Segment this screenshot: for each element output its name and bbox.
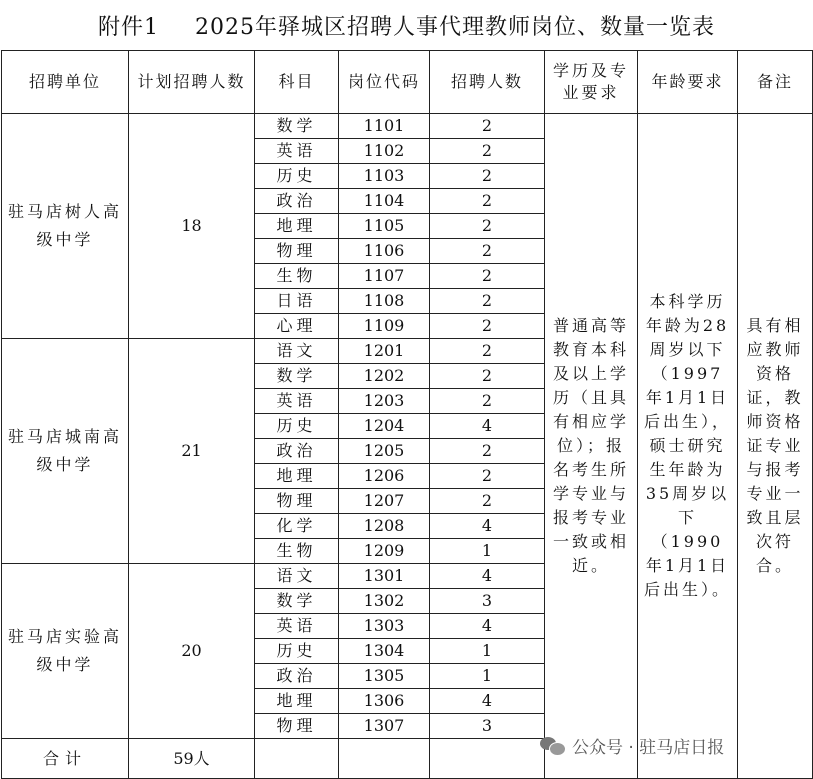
- age-requirement-cell: 本科学历年龄为28周岁以下（1997年1月1日后出生），硕士研究生年龄为35周岁以下（1990年1月1日后出生）。: [638, 114, 738, 779]
- code-cell: 1202: [339, 364, 430, 389]
- count-cell: 4: [430, 414, 545, 439]
- count-cell: 2: [430, 189, 545, 214]
- code-cell: 1207: [339, 489, 430, 514]
- unit-name-cell: 驻马店树人高级中学: [2, 114, 129, 339]
- subject-cell: 数学: [255, 364, 339, 389]
- count-cell: 2: [430, 339, 545, 364]
- recruitment-table: [1, 50, 813, 779]
- count-cell: 2: [430, 464, 545, 489]
- code-cell: 1303: [339, 614, 430, 639]
- empty-cell: [255, 739, 339, 779]
- code-cell: 1105: [339, 214, 430, 239]
- subject-cell: 语文: [255, 564, 339, 589]
- code-cell: 1209: [339, 539, 430, 564]
- planned-count-cell: 21: [129, 339, 255, 564]
- wechat-icon: [540, 735, 566, 757]
- count-cell: 1: [430, 539, 545, 564]
- subject-cell: 历史: [255, 414, 339, 439]
- subject-cell: 数学: [255, 114, 339, 139]
- code-cell: 1302: [339, 589, 430, 614]
- note-cell: 具有相应教师资格证，教师资格证专业与报考专业一致且层次符合。: [738, 114, 813, 779]
- subject-cell: 日语: [255, 289, 339, 314]
- subject-cell: 政治: [255, 664, 339, 689]
- count-cell: 2: [430, 439, 545, 464]
- empty-cell: [430, 739, 545, 779]
- code-cell: 1201: [339, 339, 430, 364]
- code-cell: 1109: [339, 314, 430, 339]
- count-cell: 2: [430, 389, 545, 414]
- count-cell: 2: [430, 239, 545, 264]
- subject-cell: 语文: [255, 339, 339, 364]
- subject-cell: 物理: [255, 239, 339, 264]
- code-cell: 1108: [339, 289, 430, 314]
- empty-cell: [339, 739, 430, 779]
- total-value: 59人: [129, 739, 255, 779]
- subject-cell: 英语: [255, 389, 339, 414]
- subject-cell: 物理: [255, 714, 339, 739]
- subject-cell: 政治: [255, 189, 339, 214]
- subject-cell: 心理: [255, 314, 339, 339]
- count-cell: 2: [430, 164, 545, 189]
- count-cell: 4: [430, 514, 545, 539]
- code-cell: 1307: [339, 714, 430, 739]
- header-planned: 计划招聘人数: [129, 51, 255, 114]
- count-cell: 2: [430, 264, 545, 289]
- watermark-text: 公众号 · 驻马店日报: [572, 738, 725, 758]
- count-cell: 4: [430, 564, 545, 589]
- code-cell: 1304: [339, 639, 430, 664]
- total-label: 合计: [2, 739, 129, 779]
- header-note: 备注: [738, 51, 813, 114]
- planned-count-cell: 20: [129, 564, 255, 739]
- header-age: 年龄要求: [638, 51, 738, 114]
- subject-cell: 地理: [255, 689, 339, 714]
- count-cell: 2: [430, 314, 545, 339]
- unit-name-cell: 驻马店城南高级中学: [2, 339, 129, 564]
- count-cell: 2: [430, 364, 545, 389]
- header-code: 岗位代码: [339, 51, 430, 114]
- subject-cell: 英语: [255, 139, 339, 164]
- count-cell: 1: [430, 639, 545, 664]
- header-unit: 招聘单位: [2, 51, 129, 114]
- table-title: 2025年驿城区招聘人事代理教师岗位、数量一览表: [195, 14, 715, 40]
- subject-cell: 政治: [255, 439, 339, 464]
- subject-cell: 地理: [255, 464, 339, 489]
- code-cell: 1306: [339, 689, 430, 714]
- subject-cell: 物理: [255, 489, 339, 514]
- subject-cell: 化学: [255, 514, 339, 539]
- code-cell: 1206: [339, 464, 430, 489]
- code-cell: 1305: [339, 664, 430, 689]
- count-cell: 4: [430, 614, 545, 639]
- header-row: [2, 51, 813, 114]
- code-cell: 1301: [339, 564, 430, 589]
- count-cell: 2: [430, 489, 545, 514]
- watermark: [540, 733, 724, 758]
- subject-cell: 数学: [255, 589, 339, 614]
- code-cell: 1101: [339, 114, 430, 139]
- code-cell: 1203: [339, 389, 430, 414]
- count-cell: 2: [430, 289, 545, 314]
- annex-label: 附件1: [98, 14, 159, 40]
- code-cell: 1205: [339, 439, 430, 464]
- header-education-line2: 业要求: [562, 83, 620, 102]
- code-cell: 1106: [339, 239, 430, 264]
- code-cell: 1107: [339, 264, 430, 289]
- code-cell: 1204: [339, 414, 430, 439]
- header-education: [545, 51, 638, 114]
- count-cell: 3: [430, 714, 545, 739]
- header-subject: 科目: [255, 51, 339, 114]
- code-cell: 1104: [339, 189, 430, 214]
- education-requirement-cell: 普通高等教育本科及以上学历（且具有相应学位）；报名考生所学专业与报考专业一致或相近。: [545, 114, 638, 779]
- planned-count-cell: 18: [129, 114, 255, 339]
- count-cell: 4: [430, 689, 545, 714]
- unit-name-cell: 驻马店实验高级中学: [2, 564, 129, 739]
- count-cell: 1: [430, 664, 545, 689]
- subject-cell: 地理: [255, 214, 339, 239]
- code-cell: 1103: [339, 164, 430, 189]
- count-cell: 2: [430, 214, 545, 239]
- subject-cell: 生物: [255, 264, 339, 289]
- count-cell: 2: [430, 114, 545, 139]
- header-count: 招聘人数: [430, 51, 545, 114]
- count-cell: 3: [430, 589, 545, 614]
- code-cell: 1208: [339, 514, 430, 539]
- code-cell: 1102: [339, 139, 430, 164]
- header-education-line1: 学历及专: [552, 61, 629, 80]
- page-title: [0, 0, 813, 50]
- count-cell: 2: [430, 139, 545, 164]
- table-row: [2, 114, 813, 139]
- subject-cell: 英语: [255, 614, 339, 639]
- subject-cell: 生物: [255, 539, 339, 564]
- subject-cell: 历史: [255, 639, 339, 664]
- subject-cell: 历史: [255, 164, 339, 189]
